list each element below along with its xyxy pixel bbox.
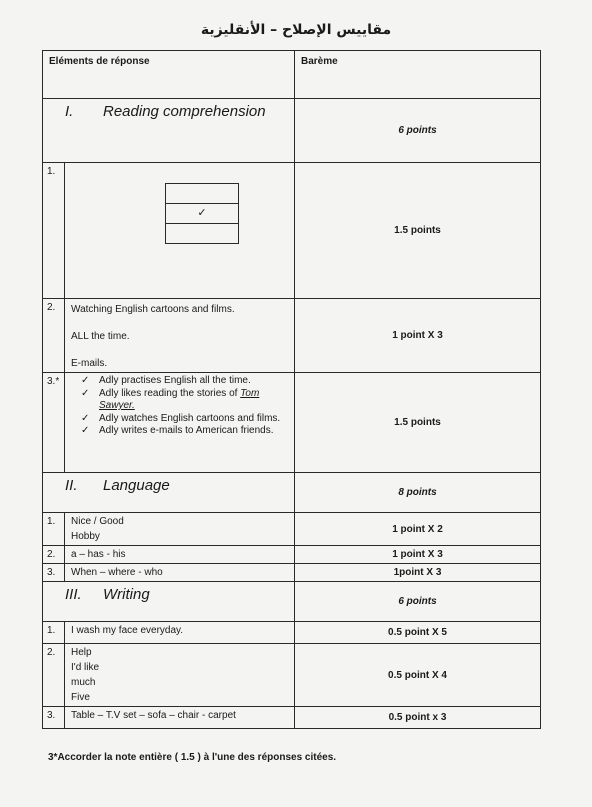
question-row-2 (43, 299, 541, 373)
question-number: 2. (43, 299, 65, 373)
answer-line: Table – T.V set – sofa – chair - carpet (71, 710, 236, 721)
question-content (65, 299, 295, 373)
section-language-title: II. Language (43, 473, 295, 513)
section-writing-title: III. Writing (43, 582, 295, 622)
language-row-2 (43, 546, 541, 564)
answer-line: When – where - who (71, 567, 163, 578)
question-number: 3. (43, 564, 65, 582)
list-item: ✓ Adly watches English cartoons and films. (81, 412, 281, 424)
language-row-1 (43, 513, 541, 546)
answer-line: Watching English cartoons and films. (71, 304, 235, 315)
writing-row-3 (43, 707, 541, 729)
section-language-row (43, 473, 541, 513)
question-content (65, 513, 295, 546)
page-title: مقاييس الإصلاح – الأنقليزية (200, 22, 392, 38)
section-writing-points: 6 points (295, 582, 541, 622)
answer-line: a – has - his (71, 549, 126, 560)
question-number: 1. (43, 163, 65, 299)
section-reading-title: I. Reading comprehension (43, 99, 295, 163)
writing-row-2 (43, 644, 541, 707)
check-mark-icon: ✓ (81, 425, 90, 436)
question-points: 0.5 point X 4 (295, 644, 541, 707)
question-content (65, 622, 295, 644)
checkbox-cell (166, 184, 238, 204)
footnote: 3*Accorder la note entière ( 1.5 ) à l'une des réponses citées. (48, 752, 337, 763)
question-points: 1.5 points (295, 163, 541, 299)
question-points: 1.5 points (295, 373, 541, 473)
list-item: ✓ Adly writes e-mails to American friends. (81, 425, 274, 436)
question-number: 1. (43, 622, 65, 644)
question-points: 1 point X 3 (295, 546, 541, 564)
question-points: 0.5 point X 5 (295, 622, 541, 644)
question-number: 3. (43, 707, 65, 729)
answer-line: much (71, 677, 96, 688)
answer-line: I'd like (71, 662, 100, 673)
answer-line: Help (71, 647, 92, 658)
header-bareme: Barème (295, 51, 541, 99)
answer-line: Nice / Good (71, 516, 124, 527)
answer-table (42, 50, 541, 729)
question-number: 1. (43, 513, 65, 546)
question-content (65, 564, 295, 582)
check-mark-icon: ✓ (81, 412, 90, 424)
answer-line: Hobby (71, 531, 100, 542)
answer-check-list (65, 373, 294, 438)
section-language-points: 8 points (295, 473, 541, 513)
question-content (65, 163, 295, 299)
check-mark-icon: ✓ (81, 375, 90, 386)
question-number: 3.* (43, 373, 65, 473)
list-item: ✓ Adly likes reading the stories of Tom Sawyer. (81, 387, 260, 411)
question-number: 2. (43, 644, 65, 707)
question-points: 1 point X 3 (295, 299, 541, 373)
section-reading-row (43, 99, 541, 163)
question-content (65, 546, 295, 564)
writing-row-1 (43, 622, 541, 644)
question-row-3 (43, 373, 541, 473)
question-row-1 (43, 163, 541, 299)
list-item: ✓ Adly practises English all the time. (81, 375, 251, 386)
question-points: 1 point X 2 (295, 513, 541, 546)
checkbox-grid (165, 183, 239, 244)
check-mark-icon: ✓ (81, 387, 90, 399)
section-reading-points: 6 points (295, 99, 541, 163)
checkbox-cell-checked (166, 204, 238, 224)
question-points: 1point X 3 (295, 564, 541, 582)
question-points: 0.5 point x 3 (295, 707, 541, 729)
question-number: 2. (43, 546, 65, 564)
book-title: Tom Sawyer. (99, 387, 260, 411)
header-elements: Eléments de réponse (43, 51, 295, 99)
answer-line: I wash my face everyday. (71, 625, 184, 636)
table-header-row (43, 51, 541, 99)
question-content (65, 707, 295, 729)
section-writing-row (43, 582, 541, 622)
question-content (65, 644, 295, 707)
check-mark-icon: ✓ (197, 207, 207, 219)
checkbox-cell (166, 224, 238, 243)
language-row-3 (43, 564, 541, 582)
answer-line: E-mails. (71, 358, 108, 369)
answer-line: ALL the time. (71, 331, 130, 342)
answer-line: Five (71, 692, 90, 703)
question-content (65, 373, 295, 473)
